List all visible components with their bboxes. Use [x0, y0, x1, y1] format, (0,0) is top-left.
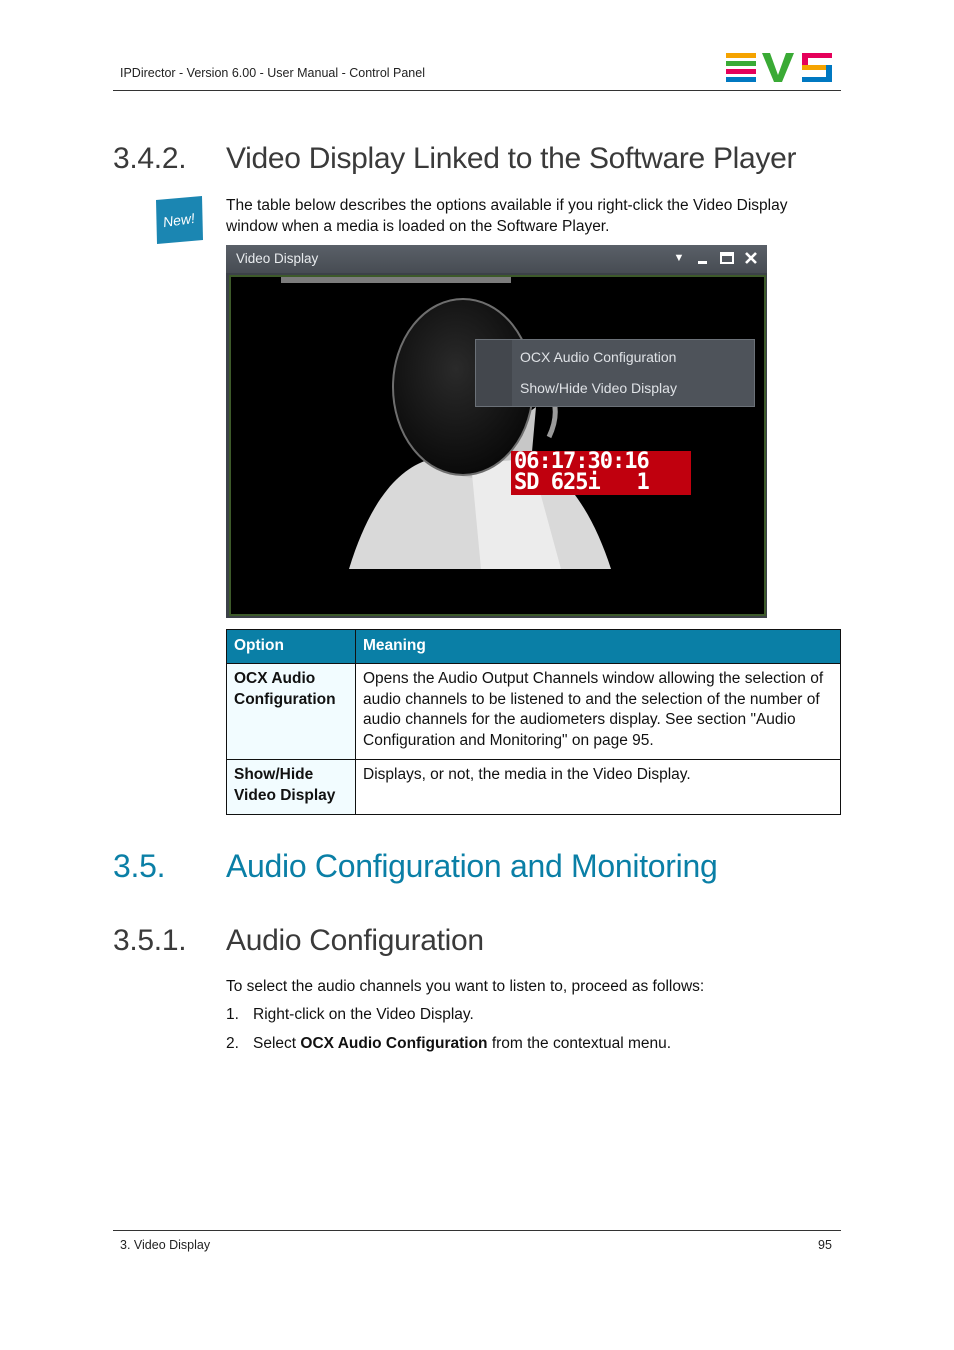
timecode-overlay [511, 451, 691, 495]
intro-paragraph [226, 195, 787, 237]
maximize-icon[interactable] [718, 249, 736, 267]
table-row [227, 760, 841, 815]
page-number: 95 [818, 1238, 832, 1252]
footer-chapter: 3. Video Display [120, 1238, 211, 1252]
intro-line: The table below describes the options available if you right-click the Video Display [226, 197, 788, 214]
meaning-cell [356, 760, 841, 815]
context-menu-icon-strip [476, 340, 512, 406]
menu-item-show-hide-video-display[interactable]: Show/Hide Video Display [520, 380, 677, 396]
column-header-option: Option [227, 630, 356, 664]
video-display-screenshot [226, 245, 767, 618]
step-text [253, 1033, 671, 1054]
meaning-line: Displays, or not, the media in the Video Display. [363, 766, 691, 783]
video-frame[interactable] [229, 275, 766, 616]
new-badge-icon [154, 196, 204, 244]
section-number: 3.5.1. [113, 924, 187, 957]
step-number: 2. [226, 1035, 239, 1052]
option-line: Video Display [234, 786, 336, 804]
step-text-bold: OCX Audio Configuration [300, 1035, 488, 1052]
options-table [226, 629, 841, 815]
option-line: Show/Hide [234, 766, 314, 783]
section-title: Video Display Linked to the Software Player [226, 142, 797, 175]
option-line: Configuration [234, 690, 336, 708]
section-title: Audio Configuration [226, 924, 484, 957]
header-title: IPDirector - Version 6.00 - User Manual - Control Panel [120, 66, 425, 80]
context-menu [475, 339, 755, 407]
new-badge-label: New! [161, 209, 196, 231]
meaning-line: Configuration and Monitoring" on page 95. [363, 731, 654, 749]
footer-rule [113, 1230, 841, 1231]
header-rule [113, 90, 841, 91]
meaning-cell [356, 664, 841, 760]
meaning-line: Opens the Audio Output Channels window allowing the selection of [363, 670, 824, 687]
section-heading-3-4-2 [113, 142, 841, 182]
section-number: 3.5. [113, 848, 166, 884]
option-line: OCX Audio [234, 670, 316, 687]
close-icon[interactable] [742, 249, 760, 267]
section-heading-3-5-1 [113, 924, 841, 964]
section-number: 3.4.2. [113, 142, 187, 175]
window-title: Video Display [236, 251, 319, 266]
format-label: SD 625i 1 [514, 470, 649, 495]
fencer-image [231, 277, 764, 614]
step-text: Right-click on the Video Display. [253, 1006, 474, 1023]
intro-line: window when a media is loaded on the Software Player. [226, 218, 610, 235]
section-title: Audio Configuration and Monitoring [226, 848, 718, 884]
meaning-line: audio channels for the audiometers display. See section "Audio [363, 711, 796, 728]
table-header-row [227, 630, 841, 664]
timecode: 06:17:30:16 [514, 449, 649, 474]
meaning-line: audio channels to be listened to and the selection of the number of [363, 690, 820, 708]
section-heading-3-5 [113, 848, 841, 890]
step-number: 1. [226, 1006, 239, 1023]
column-header-meaning: Meaning [356, 630, 841, 664]
procedure-intro: To select the audio channels you want to listen to, proceed as follows: [226, 978, 705, 995]
option-cell [227, 760, 356, 815]
evs-logo [726, 53, 834, 83]
minimize-icon[interactable] [694, 249, 712, 267]
table-row [227, 664, 841, 760]
option-cell [227, 664, 356, 760]
step-text-pre: Select [253, 1035, 301, 1052]
step-text-post: from the contextual menu. [487, 1035, 672, 1052]
dropdown-arrow-icon[interactable]: ▼ [673, 252, 685, 264]
window-titlebar [226, 245, 767, 273]
menu-item-ocx-audio-configuration[interactable]: OCX Audio Configuration [520, 349, 677, 365]
